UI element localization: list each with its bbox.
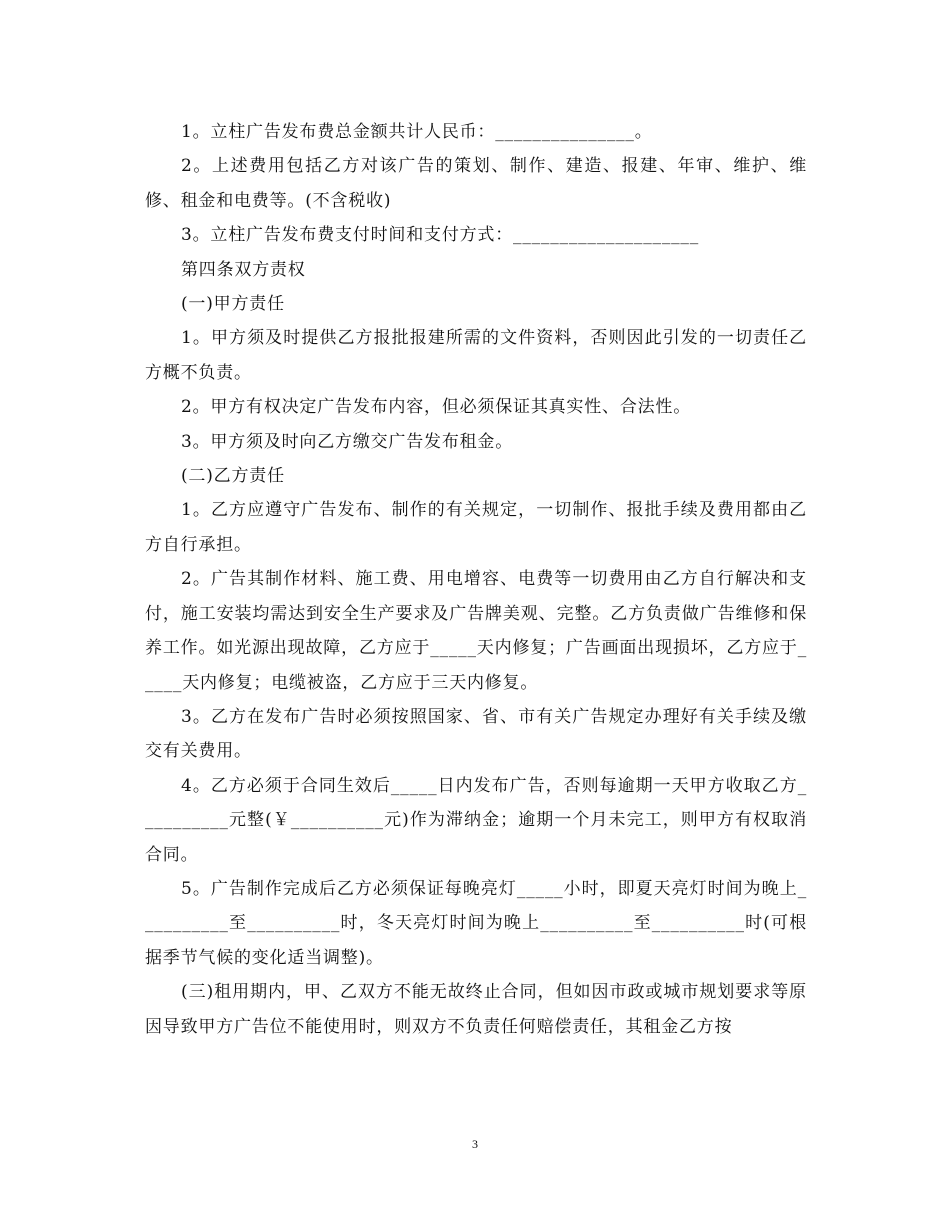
subheading-party-b: (二)乙方责任	[181, 466, 285, 487]
clause-a-1: 1。甲方须及时提供乙方报批报建所需的文件资料，否则因此引发的一切责任乙方概不负责。	[145, 328, 807, 383]
clause-b-2: 2。广告其制作材料、施工费、用电增容、电费等一切费用由乙方自行解决和支付，施工安装均需达到安全生产要求及广告牌美观、完整。乙方负责做广告维修和保养工作。如光源出现故障，乙方应于_____天内修复；广告画面出现损坏，乙方应于_____天内修复；电缆被盗，乙方应于三天内修复。	[145, 569, 807, 693]
clause-fee-total: 1。立柱广告发布费总金额共计人民币：_______________。	[181, 122, 653, 142]
clause-fee-scope: 2。上述费用包括乙方对该广告的策划、制作、建造、报建、年审、维护、维修、租金和电费等。(不含税收)	[145, 156, 807, 211]
clause-a-3: 3。甲方须及时向乙方缴交广告发布租金。	[181, 431, 514, 452]
clause-a-2: 2。甲方有权决定广告发布内容，但必须保证其真实性、合法性。	[181, 397, 692, 418]
section-heading-rights: 第四条双方责权	[181, 259, 306, 280]
page-number: 3	[472, 1137, 478, 1151]
clause-b-3: 3。乙方在发布广告时必须按照国家、省、市有关广告规定办理好有关手续及缴交有关费用。	[145, 706, 807, 762]
clause-b-1: 1。乙方应遵守广告发布、制作的有关规定，一切制作、报批手续及费用都由乙方自行承担。	[145, 500, 807, 555]
clause-payment-method: 3。立柱广告发布费支付时间和支付方式：____________________	[181, 225, 700, 246]
clause-termination: (三)租用期内，甲、乙双方不能无故终止合同，但如因市政或城市规划要求等原因导致甲方广告位不能使用时，则双方不负责任何赔偿责任，其租金乙方按	[145, 982, 807, 1037]
clause-b-5: 5。广告制作完成后乙方必须保证每晚亮灯_____小时，即夏天亮灯时间为晚上__________至__________时，冬天亮灯时间为晚上__________至__________时(可根据季节气候的变化适当调整)。	[145, 878, 807, 968]
contract-body	[145, 115, 807, 1044]
subheading-party-a: (一)甲方责任	[181, 294, 285, 315]
clause-b-4: 4。乙方必须于合同生效后_____日内发布广告，否则每逾期一天甲方收取乙方__________元整(￥__________元)作为滞纳金；逾期一个月未完工，则甲方有权取消合同。	[145, 775, 807, 865]
